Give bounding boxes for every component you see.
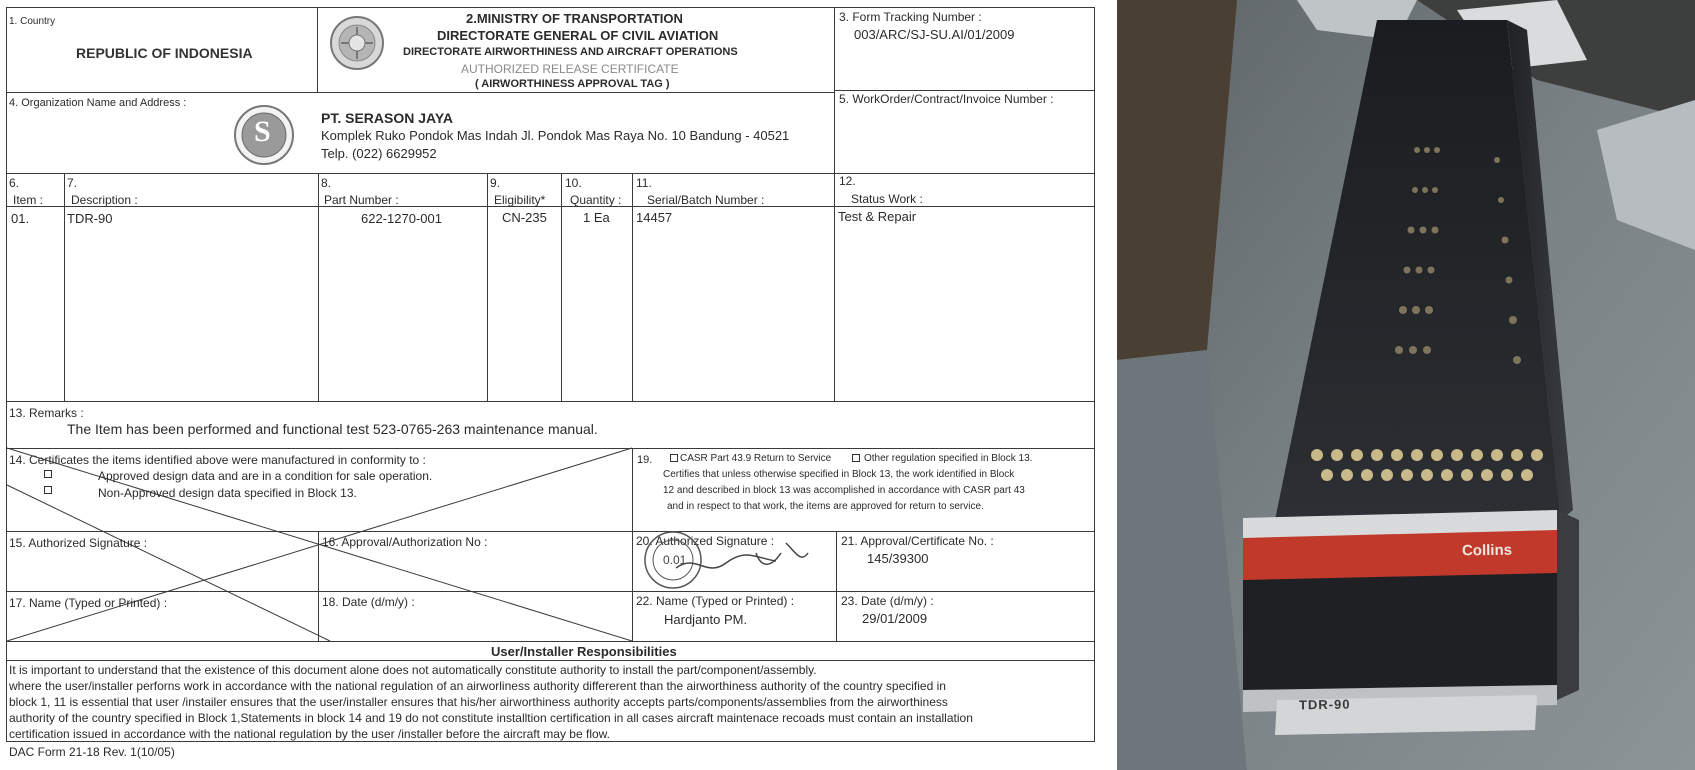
- b23-label: 23. Date (d/m/y) :: [841, 594, 934, 608]
- responsibilities-title: User/Installer Responsibilities: [491, 644, 677, 659]
- responsibilities-line-4: authority of the country specified in Block 1,Statements in block 14 and 19 do not constitute installtion certification in all cases aircraft maintenace recoads must contain an installation: [9, 711, 973, 725]
- unit-model-label: TDR-90: [1298, 696, 1351, 713]
- block19-text-3: and in respect to that work, the items are approved for return to service.: [667, 501, 984, 512]
- col-item-label: Item :: [13, 193, 44, 207]
- block14-label: 14. Certificates the items identified above were manufactured in conformity to :: [9, 453, 426, 467]
- row-quantity: 1 Ea: [583, 210, 610, 225]
- row-part-number: 622-1270-001: [361, 211, 442, 226]
- row-eligibility: CN-235: [502, 210, 547, 225]
- b16-label: 16. Approval/Authorization No :: [322, 535, 488, 549]
- block19-checkbox-casr: [670, 454, 678, 462]
- col-desc-num: 7.: [67, 176, 78, 190]
- row-description: TDR-90: [67, 211, 113, 226]
- ministry-emblem-icon: [328, 15, 386, 71]
- header-ministry: 2.MINISTRY OF TRANSPORTATION: [466, 11, 683, 26]
- block19-text-2: 12 and described in block 13 was accomplished in accordance with CASR part 43: [663, 485, 1025, 496]
- unit-photo: [1117, 0, 1695, 770]
- b21-value: 145/39300: [867, 551, 929, 566]
- org-label: 4. Organization Name and Address :: [9, 97, 187, 109]
- country-label: 1. Country: [9, 16, 56, 27]
- org-address: Komplek Ruko Pondok Mas Indah Jl. Pondok Mas Raya No. 10 Bandung - 40521: [321, 128, 790, 143]
- col-part-label: Part Number :: [324, 193, 399, 207]
- b15-label: 15. Authorized Signature :: [9, 536, 148, 550]
- tracking-label: 3. Form Tracking Number :: [839, 10, 982, 24]
- block19-checkbox-other: [852, 454, 860, 462]
- col-serial-num: 11.: [636, 176, 652, 190]
- tracking-value: 003/ARC/SJ-SU.AI/01/2009: [854, 27, 1015, 42]
- col-serial-label: Serial/Batch Number :: [647, 193, 765, 207]
- col-desc-label: Description :: [71, 193, 138, 207]
- header-approval-tag: ( AIRWORTHINESS APPROVAL TAG ): [475, 78, 670, 90]
- responsibilities-line-5: certification issued in accordance with the national regulation by the user /installer before the aircraft may be flow.: [9, 727, 610, 741]
- responsibilities-line-1: It is important to understand that the existence of this document alone does not automatically constitute authority to install the part/component/assembly.: [9, 663, 817, 677]
- org-logo-letter: S: [254, 115, 271, 148]
- org-name: PT. SERASON JAYA: [321, 110, 454, 126]
- b23-value: 29/01/2009: [862, 611, 928, 626]
- block19-num: 19.: [637, 454, 653, 466]
- col-elig-label: Eligibility*: [494, 193, 546, 207]
- b22-value: Hardjanto PM.: [664, 612, 748, 627]
- b21-label: 21. Approval/Certificate No. :: [841, 534, 994, 548]
- form-footer: DAC Form 21-18 Rev. 1(10/05): [9, 745, 175, 759]
- header-certificate-title: AUTHORIZED RELEASE CERTIFICATE: [461, 62, 679, 76]
- b20-label: 20. Authorized Signature :: [636, 534, 775, 548]
- b17-label: 17. Name (Typed or Printed) :: [9, 596, 168, 610]
- block14-option-nonapproved: Non-Approved design data specified in Block 13.: [98, 486, 357, 500]
- stamp-text: 0.01: [663, 553, 687, 567]
- header-directorate-general: DIRECTORATE GENERAL OF CIVIL AVIATION: [437, 28, 719, 43]
- block19-option-casr: CASR Part 43.9 Return to Service: [680, 453, 832, 464]
- col-elig-num: 9.: [490, 176, 501, 190]
- row-status: Test & Repair: [838, 209, 917, 224]
- col-item-num: 6.: [9, 176, 20, 190]
- col-qty-num: 10.: [565, 176, 582, 190]
- unit-brand-label: Collins: [1461, 541, 1513, 560]
- remarks-text: The Item has been performed and functional test 523-0765-263 maintenance manual.: [67, 421, 598, 437]
- row-serial: 14457: [636, 210, 673, 225]
- responsibilities-line-3: block 1, 11 is essential that user /instailer ensures that the user/installer ensures that his/her airworthiness authority accepts parts/components/assemblies from the airworthiness: [9, 695, 948, 709]
- col-qty-label: Quantity :: [570, 193, 622, 207]
- block19-option-other: Other regulation specified in Block 13.: [864, 453, 1033, 464]
- unit-photo-drawing: [1117, 0, 1695, 770]
- workorder-label: 5. WorkOrder/Contract/Invoice Number :: [839, 92, 1054, 106]
- col-part-num: 8.: [321, 176, 332, 190]
- block14-option-approved: Approved design data and are in a condition for sale operation.: [98, 469, 433, 483]
- block14-checkbox-nonapproved: [44, 486, 52, 494]
- country-name: REPUBLIC OF INDONESIA: [76, 45, 253, 61]
- org-phone: Telp. (022) 6629952: [321, 146, 437, 161]
- remarks-label: 13. Remarks :: [9, 406, 84, 420]
- col-status-label: Status Work :: [851, 192, 923, 206]
- b18-label: 18. Date (d/m/y) :: [322, 595, 415, 609]
- row-item: 01.: [11, 211, 30, 226]
- block14-checkbox-approved: [44, 470, 52, 478]
- col-status-num: 12.: [839, 174, 856, 188]
- header-directorate: DIRECTORATE AIRWORTHINESS AND AIRCRAFT OPERATIONS: [403, 46, 738, 58]
- block19-text-1: Certifies that unless otherwise specified in Block 13, the work identified in Block: [663, 469, 1015, 480]
- b22-label: 22. Name (Typed or Printed) :: [636, 594, 795, 608]
- responsibilities-line-2: where the user/installer perforns work in accordance with the national regulation of an airworliness authority differerent than the airworthiness authority of the country specified in: [9, 679, 946, 693]
